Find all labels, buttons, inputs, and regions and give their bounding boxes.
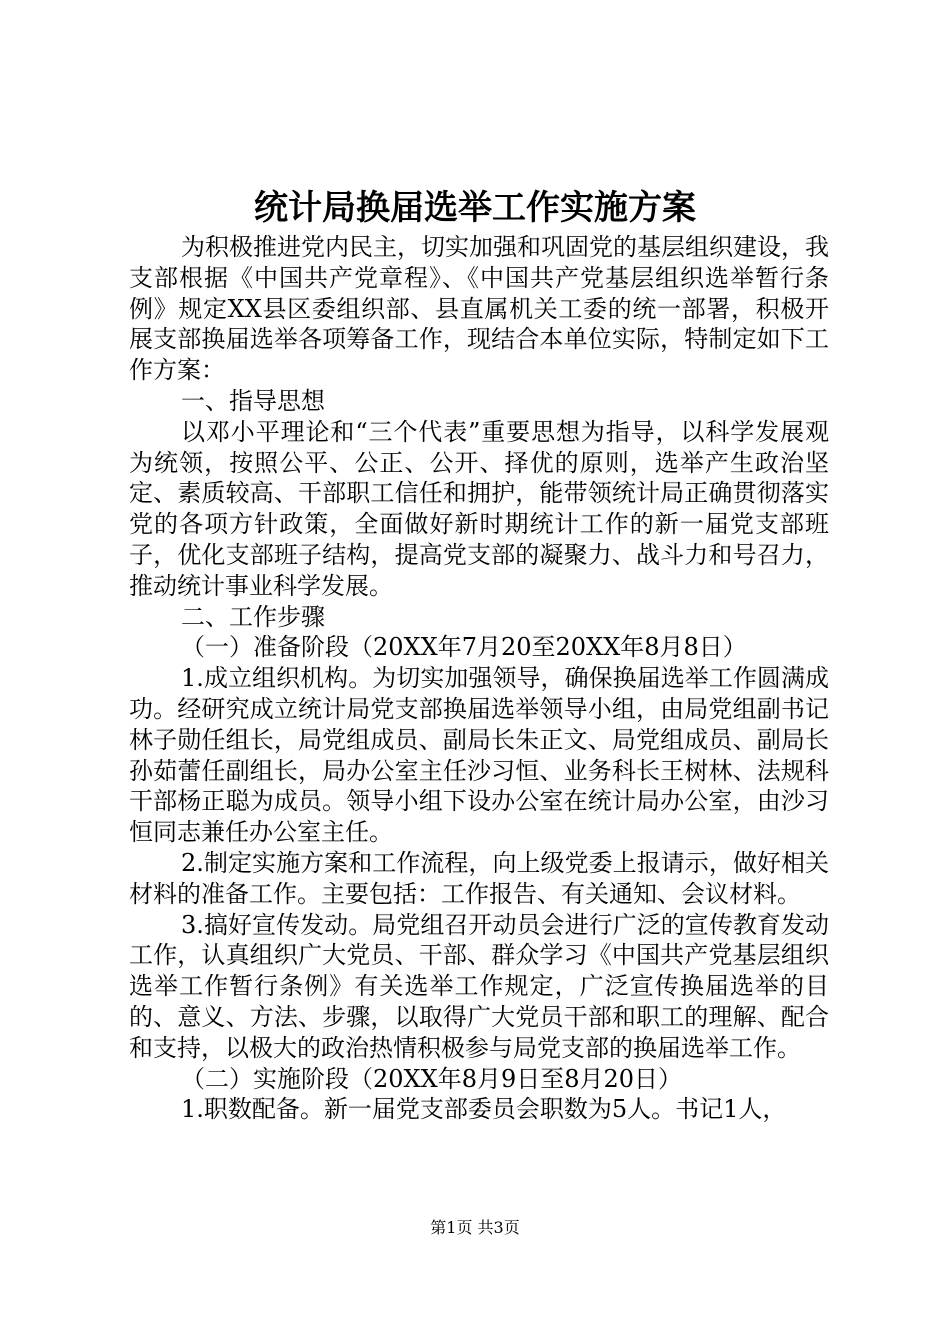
step-1-paragraph: 1.成立组织机构。为切实加强领导，确保换届选举工作圆满成功。经研究成立统计局党支部换届选举领导小组，由局党组副书记林子勋任组长，局党组成员、副局长朱正文、局党组成员、副局长孙茹蕾任副组长，局办公室主任沙习恒、业务科长王树林、法规科干部杨正聪为成员。领导小组下设办公室在统计局办公室，由沙习恒同志兼任办公室主任。 [129,664,829,847]
implementation-step-1-paragraph: 1.职数配备。新一届党支部委员会职数为5人。书记1人， [181,1095,787,1124]
section-heading-guiding-ideology: 一、指导思想 [181,386,325,415]
document-title: 统计局换届选举工作实施方案 [254,188,696,228]
guiding-ideology-paragraph: 以邓小平理论和“三个代表”重要思想为指导，以科学发展观为统领，按照公平、公正、公开、择优的原则，选举产生政治坚定、素质较高、干部职工信任和拥护，能带领统计局正确贯彻落实党的各项方针政策，全面做好新时期统计工作的新一届党支部班子，优化支部班子结构，提高党支部的凝聚力、战斗力和号召力，推动统计事业科学发展。 [129,417,829,600]
step-2-paragraph: 2.制定实施方案和工作流程，向上级党委上报请示，做好相关材料的准备工作。主要包括：工作报告、有关通知、会议材料。 [129,848,829,908]
step-3-paragraph: 3.搞好宣传发动。局党组召开动员会进行广泛的宣传教育发动工作，认真组织广大党员、干部、群众学习《中国共产党基层组织选举工作暂行条例》有关选举工作规定，广泛宣传换届选举的目的、意义、方法、步骤，以取得广大党员干部和职工的理解、配合和支持，以极大的政治热情积极参与局党支部的换届选举工作。 [129,910,829,1062]
intro-paragraph: 为积极推进党内民主，切实加强和巩固党的基层组织建设，我支部根据《中国共产党章程》、《中国共产党基层组织选举暂行条例》规定XX县区委组织部、县直属机关工委的统一部署，积极开展支部换届选举各项筹备工作，现结合本单位实际，特制定如下工作方案： [129,233,829,385]
section-heading-work-steps: 二、工作步骤 [181,602,325,631]
document-body [129,232,829,1125]
page-footer: 第1页 共3页 [430,1218,520,1237]
subheading-preparation-stage: （一）准备阶段（20XX年7月20至20XX年8月8日） [181,633,747,662]
subheading-implementation-stage: （二）实施阶段（20XX年8月9日至8月20日） [181,1064,683,1093]
